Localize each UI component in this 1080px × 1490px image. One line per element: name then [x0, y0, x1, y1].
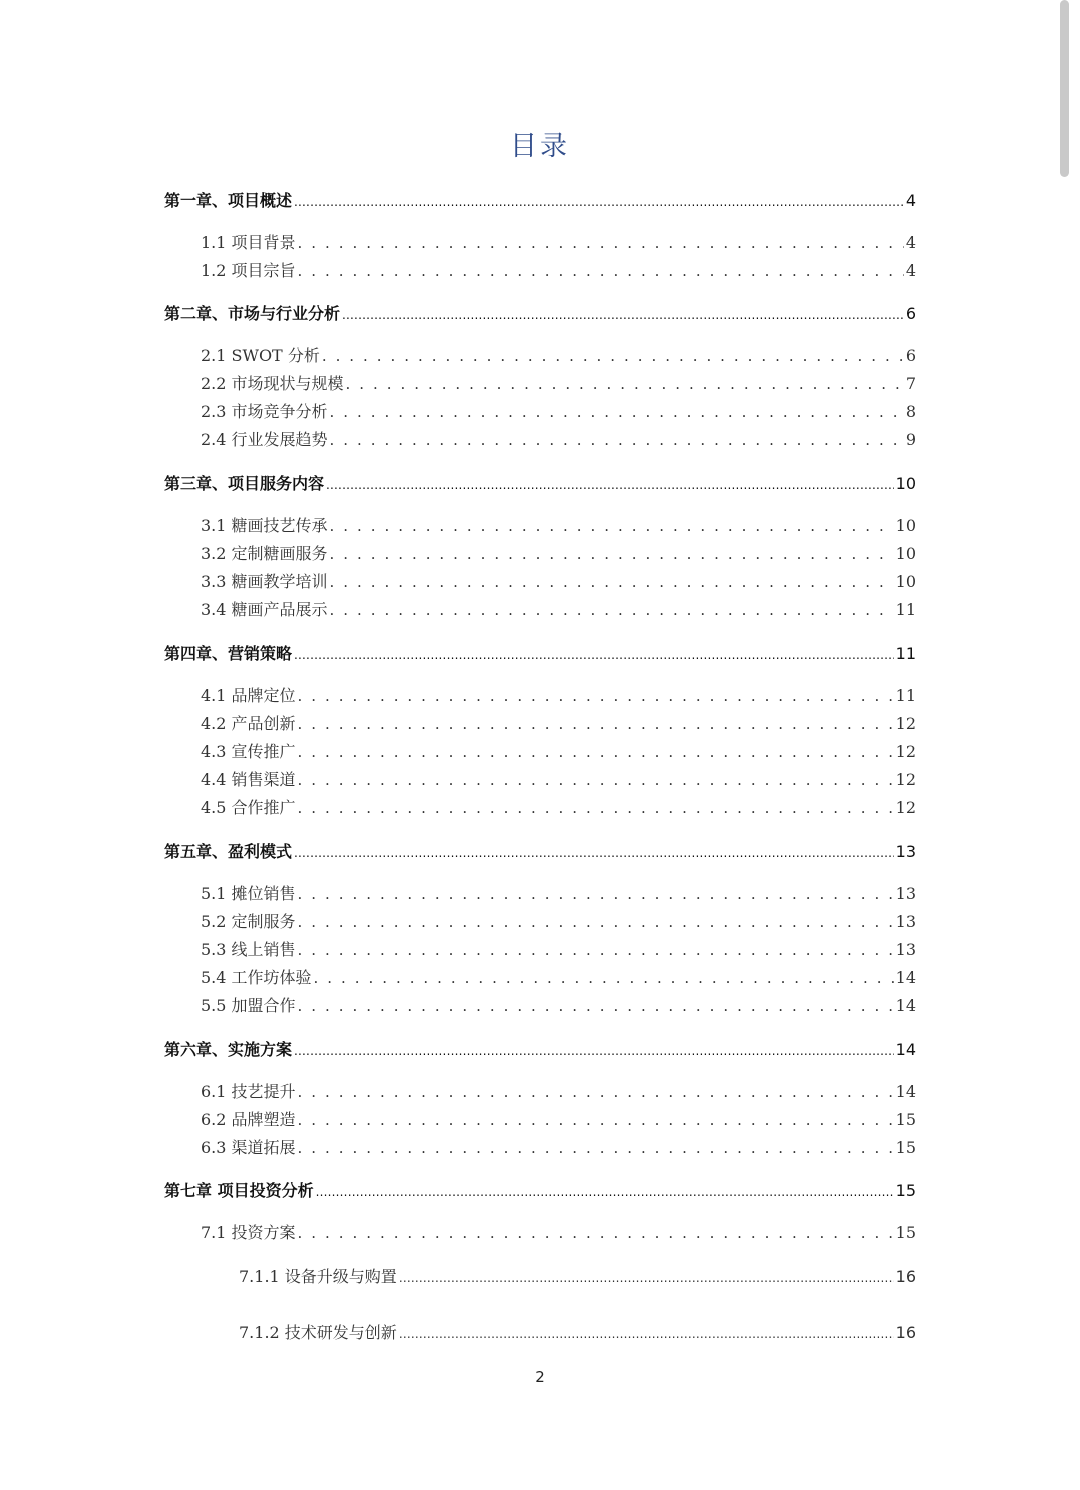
toc-page-number: 11 — [895, 600, 916, 619]
toc-page-number: 10 — [895, 474, 916, 493]
toc-page-number: 16 — [895, 1267, 916, 1286]
toc-section-label: 6.1 技艺提升 — [201, 1082, 296, 1101]
toc-section-label: 3.2 定制糖画服务 — [201, 544, 328, 563]
dot-leader — [330, 601, 894, 619]
toc-page-number: 10 — [895, 572, 916, 591]
dot-leader — [298, 687, 894, 705]
toc-chapter-4[interactable] — [164, 641, 916, 667]
toc-section-label: 3.1 糖画技艺传承 — [201, 516, 328, 535]
toc-chapter-1[interactable] — [164, 188, 916, 214]
toc-page-number: 10 — [895, 544, 916, 563]
toc-page-number: 6 — [905, 346, 916, 365]
toc-section-4-3[interactable] — [201, 739, 916, 765]
toc-chapter-label: 第三章、项目服务内容 — [164, 474, 325, 493]
toc-section-label: 7.1 投资方案 — [201, 1223, 296, 1242]
toc-page-number: 13 — [895, 940, 916, 959]
toc-page-number: 8 — [905, 402, 916, 421]
dot-leader — [298, 799, 894, 817]
toc-chapter-6[interactable] — [164, 1037, 916, 1063]
toc-section-5-1[interactable] — [201, 881, 916, 907]
toc-section-label: 2.4 行业发展趋势 — [201, 430, 328, 449]
dot-leader — [399, 1327, 894, 1341]
toc-page-number: 7 — [905, 374, 916, 393]
toc-section-label: 6.3 渠道拓展 — [201, 1138, 296, 1157]
toc-page-number: 4 — [905, 191, 916, 210]
dot-leader — [330, 573, 894, 591]
toc-section-4-1[interactable] — [201, 683, 916, 709]
toc-page-number: 9 — [905, 430, 916, 449]
toc-subsection-label: 7.1.1 设备升级与购置 — [239, 1267, 397, 1286]
toc-page-number: 13 — [895, 912, 916, 931]
dot-leader — [298, 262, 904, 280]
toc-section-3-3[interactable] — [201, 569, 916, 595]
toc-page-number: 12 — [895, 798, 916, 817]
toc-section-label: 3.3 糖画教学培训 — [201, 572, 328, 591]
toc-section-label: 5.1 摊位销售 — [201, 884, 296, 903]
dot-leader — [298, 771, 894, 789]
dot-leader — [298, 885, 894, 903]
toc-section-1-1[interactable] — [201, 230, 916, 256]
toc-section-6-3[interactable] — [201, 1135, 916, 1161]
toc-section-label: 4.2 产品创新 — [201, 714, 296, 733]
toc-section-label: 4.1 品牌定位 — [201, 686, 296, 705]
toc-chapter-2[interactable] — [164, 301, 916, 327]
toc-section-2-1[interactable] — [201, 343, 916, 369]
dot-leader — [399, 1271, 894, 1285]
dot-leader — [294, 846, 894, 860]
toc-section-3-2[interactable] — [201, 541, 916, 567]
toc-page-number: 10 — [895, 516, 916, 535]
toc-section-5-5[interactable] — [201, 993, 916, 1019]
dot-leader — [326, 478, 894, 492]
toc-page-number: 6 — [905, 304, 916, 323]
toc-section-4-2[interactable] — [201, 711, 916, 737]
dot-leader — [298, 1139, 894, 1157]
toc-chapter-label: 第四章、营销策略 — [164, 644, 293, 663]
toc-section-label: 4.3 宣传推广 — [201, 742, 296, 761]
toc-section-6-2[interactable] — [201, 1107, 916, 1133]
toc-page-number: 11 — [895, 686, 916, 705]
dot-leader — [298, 234, 904, 252]
toc-chapter-label: 第五章、盈利模式 — [164, 842, 293, 861]
toc-section-label: 3.4 糖画产品展示 — [201, 600, 328, 619]
toc-page-number: 14 — [895, 1082, 916, 1101]
dot-leader — [298, 941, 894, 959]
dot-leader — [298, 1111, 894, 1129]
toc-chapter-label: 第一章、项目概述 — [164, 191, 293, 210]
toc-section-label: 4.5 合作推广 — [201, 798, 296, 817]
dot-leader — [298, 1224, 894, 1242]
toc-section-label: 4.4 销售渠道 — [201, 770, 296, 789]
toc-section-5-3[interactable] — [201, 937, 916, 963]
toc-section-label: 5.2 定制服务 — [201, 912, 296, 931]
toc-section-label: 1.1 项目背景 — [201, 233, 296, 252]
dot-leader — [294, 648, 894, 662]
dot-leader — [298, 743, 894, 761]
toc-chapter-label: 第二章、市场与行业分析 — [164, 304, 341, 323]
dot-leader — [330, 403, 904, 421]
toc-section-label: 2.3 市场竞争分析 — [201, 402, 328, 421]
dot-leader — [342, 308, 904, 322]
toc-section-3-1[interactable] — [201, 513, 916, 539]
toc-section-label: 5.3 线上销售 — [201, 940, 296, 959]
dot-leader — [346, 375, 904, 393]
toc-section-label: 6.2 品牌塑造 — [201, 1110, 296, 1129]
toc-section-2-3[interactable] — [201, 399, 916, 425]
toc-section-3-4[interactable] — [201, 597, 916, 623]
toc-subsection-label: 7.1.2 技术研发与创新 — [239, 1323, 397, 1342]
dot-leader — [316, 1185, 894, 1199]
toc-section-4-4[interactable] — [201, 767, 916, 793]
toc-page-number: 13 — [895, 842, 916, 861]
dot-leader — [294, 195, 904, 209]
toc-chapter-5[interactable] — [164, 839, 916, 865]
toc-chapter-label: 第六章、实施方案 — [164, 1040, 293, 1059]
toc-section-2-2[interactable] — [201, 371, 916, 397]
toc-page-number: 4 — [905, 261, 916, 280]
page-title: 目录 — [510, 131, 570, 162]
dot-leader — [298, 715, 894, 733]
dot-leader — [322, 347, 904, 365]
toc-section-6-1[interactable] — [201, 1079, 916, 1105]
toc-page-number: 14 — [895, 968, 916, 987]
dot-leader — [294, 1044, 894, 1058]
dot-leader — [298, 1083, 894, 1101]
toc-page-number: 15 — [895, 1138, 916, 1157]
dot-leader — [330, 545, 894, 563]
toc-chapter-7[interactable] — [164, 1178, 916, 1204]
toc-section-label: 2.1 SWOT 分析 — [201, 346, 320, 365]
toc-page-number: 13 — [895, 884, 916, 903]
toc-page-number: 12 — [895, 742, 916, 761]
toc-page-number: 15 — [895, 1110, 916, 1129]
footer-page-number: 2 — [535, 1368, 545, 1386]
toc-page-number: 12 — [895, 770, 916, 789]
toc-section-label: 5.5 加盟合作 — [201, 996, 296, 1015]
dot-leader — [330, 517, 894, 535]
dot-leader — [314, 969, 894, 987]
toc-section-label: 2.2 市场现状与规模 — [201, 374, 344, 393]
toc-page-number: 15 — [895, 1181, 916, 1200]
toc-subsection-7-1-2[interactable] — [239, 1320, 916, 1346]
toc-section-1-2[interactable] — [201, 258, 916, 284]
toc-section-2-4[interactable] — [201, 427, 916, 453]
toc-section-5-2[interactable] — [201, 909, 916, 935]
toc-section-4-5[interactable] — [201, 795, 916, 821]
toc-section-5-4[interactable] — [201, 965, 916, 991]
toc-section-7-1[interactable] — [201, 1220, 916, 1246]
dot-leader — [298, 913, 894, 931]
toc-section-label: 5.4 工作坊体验 — [201, 968, 312, 987]
toc-page-number: 14 — [895, 1040, 916, 1059]
toc-page-number: 15 — [895, 1223, 916, 1242]
toc-page-number: 12 — [895, 714, 916, 733]
toc-chapter-3[interactable] — [164, 471, 916, 497]
toc-section-label: 1.2 项目宗旨 — [201, 261, 296, 280]
toc-page-number: 16 — [895, 1323, 916, 1342]
dot-leader — [330, 431, 904, 449]
dot-leader — [298, 997, 894, 1015]
toc-page-number: 4 — [905, 233, 916, 252]
toc-page-number: 14 — [895, 996, 916, 1015]
toc-chapter-label: 第七章 项目投资分析 — [164, 1181, 314, 1200]
toc-page-number: 11 — [895, 644, 916, 663]
toc-subsection-7-1-1[interactable] — [239, 1264, 916, 1290]
